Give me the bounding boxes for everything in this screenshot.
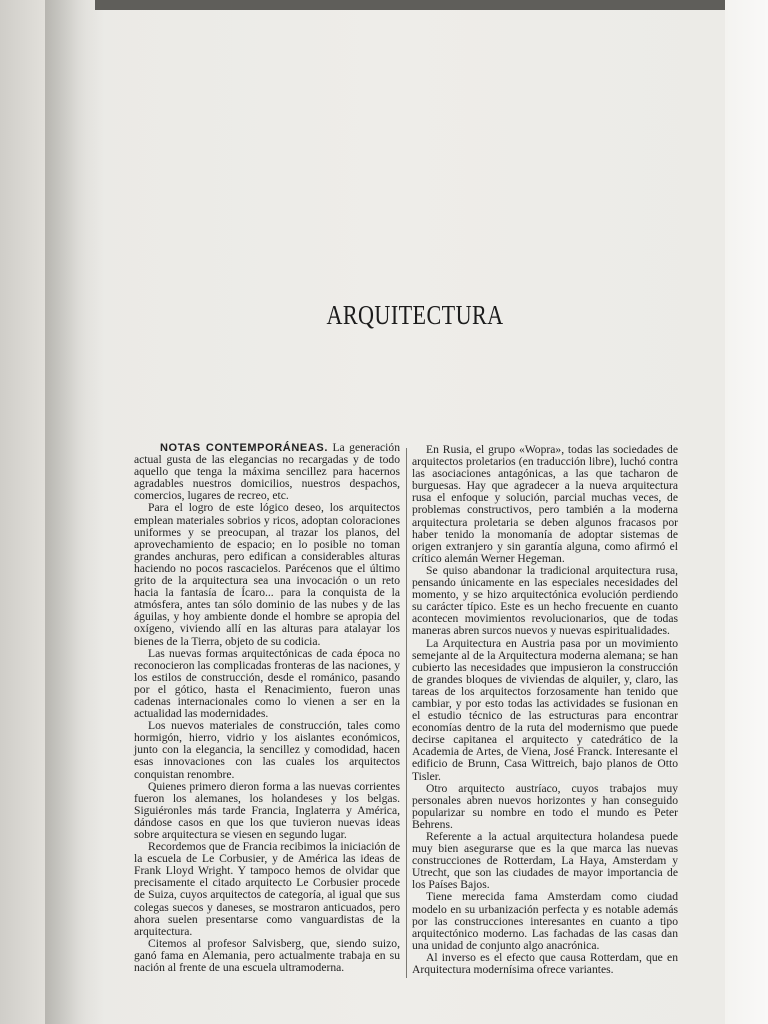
- paragraph: Los nuevos materiales de construcción, tales como hormigón, hierro, vidrio y los aislantes económicos, junto con la elegancia, la sencillez y comodidad, hacen esas innovaciones con las cuales los arquitectos conquistan renombre.: [134, 719, 400, 781]
- paragraph: Tiene merecida fama Amsterdam como ciudad modelo en su urbanización perfecta y es notable además por las construcciones interesantes en cuanto a tipo arquitectónico moderno. Las fachadas de las casas dan una unidad de conjunto algo anacrónica.: [412, 890, 678, 952]
- paragraph: Se quiso abandonar la tradicional arquitectura rusa, pensando únicamente en las especiales necesidades del momento, y se hizo arquitectónica evolución perdiendo su carácter típico. Este es un hecho frecuente en cuanto acontecen movimientos revolucionarios, que de todas maneras abren surcos nuevos y nuevas espiritualidades.: [412, 563, 678, 638]
- scan-background-left: [0, 0, 45, 1024]
- paragraph: Recordemos que de Francia recibimos la iniciación de la escuela de Le Corbusier, y de América las ideas de Frank Lloyd Wright. Y tampoco hemos de olvidar que precisamente el citado arquitecto Le Corbusier procede de Suiza, cuyos arquitectos de categoría, al igual que sus colegas suecos y daneses, se mostraron anticuados, pero ahora suelen presentarse como vanguardistas de la arquitectura.: [134, 840, 400, 938]
- scan-background-right: [725, 0, 768, 1024]
- paragraph: [134, 442, 400, 502]
- paragraph: Citemos al profesor Salvisberg, que, siendo suizo, ganó fama en Alemania, pero actualmente trabaja en su nación al frente de una escuela ultramoderna.: [134, 936, 400, 975]
- paragraph: Para el logro de este lógico deseo, los arquitectos emplean materiales sobrios y ricos, adoptan coloraciones uniformes y se preocupan, al trazar los planos, del aprovechamiento de espacio; en lo posible no toman grandes anchuras, pero edifican a considerables alturas haciendo no pocos rascacielos. Parécenos que el último grito de la arquitectura sea una invocación o un reto hacia la fantasía de Ícaro... para la conquista de la atmósfera, antes tan sólo dominio de las nubes y de las águilas, y hoy ambiente donde el hombre se apropia del oxígeno, viviendo allí en las alturas para atalayar los bienes de la Tierra, objeto de su codicia.: [134, 501, 400, 648]
- paragraph: Otro arquitecto austríaco, cuyos trabajos muy personales abren nuevos horizontes y han conseguido popularizar su nombre en todo el mundo es Peter Behrens.: [412, 781, 678, 831]
- left-text-column: [134, 442, 400, 974]
- right-text-column: [412, 444, 678, 976]
- column-divider: [406, 448, 407, 978]
- paragraph: Las nuevas formas arquitectónicas de cada época no reconocieron las complicadas fronteras de las naciones, y los estilos de construcción, desde el románico, pasando por el gótico, hasta el Renacimiento, fueron unas cadenas internacionales como lo vienen a ser en la actualidad las modernidades.: [134, 646, 400, 721]
- paragraph: En Rusia, el grupo «Wopra», todas las sociedades de arquitectos proletarios (en traducción libre), luchó contra las asociaciones antagónicas, a las que tacharon de burguesas. Hay que agradecer a la nueva arquitectura rusa el enfoque y solución, parcial muchas veces, de problemas constructivos, pero también a la moderna arquitectura proletaria se deben algunos fracasos por haber tenido la monomanía de adoptar sistemas de origen extranjero y sin garantía alguna, como afirmó el crítico alemán Werner Hegeman.: [412, 443, 678, 565]
- paragraph: La Arquitectura en Austria pasa por un movimiento semejante al de la Arquitectura moderna alemana; se han cubierto las necesidades que impusieron la construcción de grandes bloques de viviendas de alquiler, y, claro, las tareas de los arquitectos forzosamente han tenido que cambiar, y por esto todas las actividades se fusionan en el estudio técnico de las estructuras para encontrar economías dentro de la ruta del modernismo que puede decirse capitanea el arquitecto y catedrático de la Academia de Artes, de Viena, José Franck. Interesante el edificio de Brunn, Casa Wittreich, bajo planos de Otto Tisler.: [412, 636, 678, 783]
- paragraph: Referente a la actual arquitectura holandesa puede muy bien asegurarse que es la que marca las nuevas construcciones de Rotterdam, La Haya, Amsterdam y Utrecht, que son las ciudades de mayor importancia de los Países Bajos.: [412, 830, 678, 892]
- paragraph: Al inverso es el efecto que causa Rotterdam, que en Arquitectura modernísima ofrece variantes.: [412, 950, 678, 977]
- page-title: ARQUITECTURA: [326, 300, 504, 330]
- paragraph-text: La generación actual gusta de las elegancias no recargadas y de todo aquello que tenga la máxima sencillez para hacernos agradables nuestros domicilios, nuestros despachos, comercios, lugares de recreo, etc.: [134, 441, 400, 503]
- paragraph: Quienes primero dieron forma a las nuevas corrientes fueron los alemanes, los holandeses y los belgas. Siguiéronles más tarde Francia, Inglaterra y América, dándose casos en que los que tuvieron nuevas ideas sobre arquitectura se viesen en segundo lugar.: [134, 779, 400, 841]
- section-lead: NOTAS CONTEMPORÁNEAS.: [160, 442, 328, 454]
- page-top-edge: [95, 0, 725, 10]
